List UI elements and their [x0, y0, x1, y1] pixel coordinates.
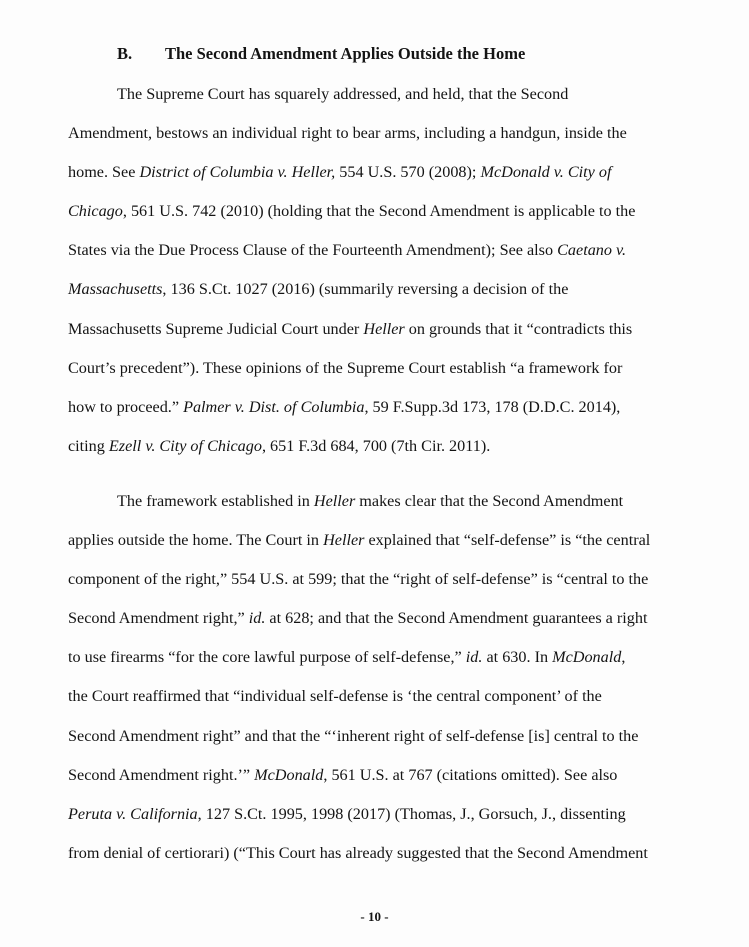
text-line — [68, 677, 650, 716]
text-line — [68, 270, 635, 309]
case-citation: Caetano v. — [557, 241, 627, 260]
text-run: to use firearms “for the core lawful purpose of self-defense,” — [68, 648, 466, 667]
text-line — [68, 521, 650, 560]
text-run: makes clear that the Second Amendment — [355, 492, 624, 510]
text-run: citing — [68, 436, 109, 455]
text-run: , 136 S.Ct. 1027 (2016) (summarily reversing a decision of the — [162, 280, 569, 299]
text-run: at 628; and that the Second Amendment guarantees a right — [265, 609, 648, 628]
case-citation: McDonald — [552, 648, 622, 667]
section-number: B. — [117, 44, 133, 63]
text-line — [68, 717, 650, 756]
text-run: , 561 U.S. at 767 (citations omitted). See also — [323, 765, 618, 784]
text-line — [68, 349, 635, 388]
text-line — [68, 834, 650, 873]
text-line — [68, 310, 635, 349]
text-line — [68, 756, 650, 795]
section-title: The Second Amendment Applies Outside the Home — [165, 44, 526, 63]
text-run: States via the Due Process Clause of the Fourteenth Amendment); See also — [68, 241, 558, 260]
case-citation: Peruta v. California — [68, 804, 198, 823]
case-citation: id. — [248, 609, 266, 628]
paragraph-1 — [68, 75, 635, 466]
text-run: Court’s precedent”). These opinions of the Supreme Court establish “a framework for — [68, 358, 623, 377]
text-run: The framework established in — [117, 492, 314, 510]
case-citation: Ezell v. City of Chicago — [108, 436, 262, 455]
case-citation: McDonald v. City of — [480, 163, 612, 182]
text-run: , 127 S.Ct. 1995, 1998 (2017) (Thomas, J., Gorsuch, J., dissenting — [197, 804, 626, 823]
text-run: home. See — [68, 163, 140, 182]
text-line — [68, 75, 635, 114]
text-run: , — [621, 648, 626, 667]
paragraph-2 — [68, 482, 650, 873]
page-number: - 10 - — [360, 909, 389, 924]
text-run: The Supreme Court has squarely addressed, and held, that the Second — [117, 85, 569, 103]
text-run: Amendment, bestows an individual right to bear arms, including a handgun, inside the — [68, 124, 627, 143]
case-citation: Heller — [363, 319, 405, 338]
text-run: Second Amendment right.’” — [68, 765, 255, 784]
section-heading — [117, 44, 525, 64]
case-citation: McDonald — [254, 765, 324, 784]
text-run: the Court reaffirmed that “individual self-defense is ‘the central component’ of the — [68, 687, 602, 706]
case-citation: Chicago — [68, 202, 123, 221]
text-run: how to proceed.” — [68, 397, 184, 416]
text-line — [68, 482, 650, 521]
text-line — [68, 192, 635, 231]
text-line — [68, 795, 650, 834]
text-run: explained that “self-defense” is “the central — [364, 531, 651, 550]
text-run: applies outside the home. The Court in — [68, 531, 324, 550]
text-line — [68, 427, 635, 466]
text-run: on grounds that it “contradicts this — [404, 319, 633, 338]
text-line — [68, 388, 635, 427]
case-citation: Heller — [313, 492, 356, 510]
text-line — [68, 560, 650, 599]
case-citation: District of Columbia v. Heller, — [139, 163, 336, 182]
text-line — [68, 599, 650, 638]
text-run: 554 U.S. 570 (2008); — [335, 163, 481, 182]
text-line — [68, 153, 635, 192]
text-run: Second Amendment right,” — [68, 609, 249, 628]
text-line — [68, 638, 650, 677]
text-run: , 561 U.S. 742 (2010) (holding that the Second Amendment is applicable to the — [122, 202, 636, 221]
case-citation: Palmer v. Dist. of Columbia — [183, 397, 365, 416]
text-run: Second Amendment right” and that the “‘inherent right of self-defense [is] central to the — [68, 726, 639, 745]
text-line — [68, 114, 635, 153]
text-line — [68, 231, 635, 270]
text-run: component of the right,” 554 U.S. at 599; that the “right of self-defense” is “central to the — [68, 570, 649, 589]
text-run: from denial of certiorari) (“This Court has already suggested that the Second Amendment — [68, 843, 648, 862]
case-citation: Heller — [323, 531, 365, 550]
text-run: , 59 F.Supp.3d 173, 178 (D.D.C. 2014), — [364, 397, 621, 416]
case-citation: Massachusetts — [68, 280, 163, 299]
text-run: , 651 F.3d 684, 700 (7th Cir. 2011). — [261, 436, 491, 455]
text-run: at 630. In — [482, 648, 553, 667]
case-citation: id. — [465, 648, 483, 667]
text-run: Massachusetts Supreme Judicial Court under — [68, 319, 364, 338]
